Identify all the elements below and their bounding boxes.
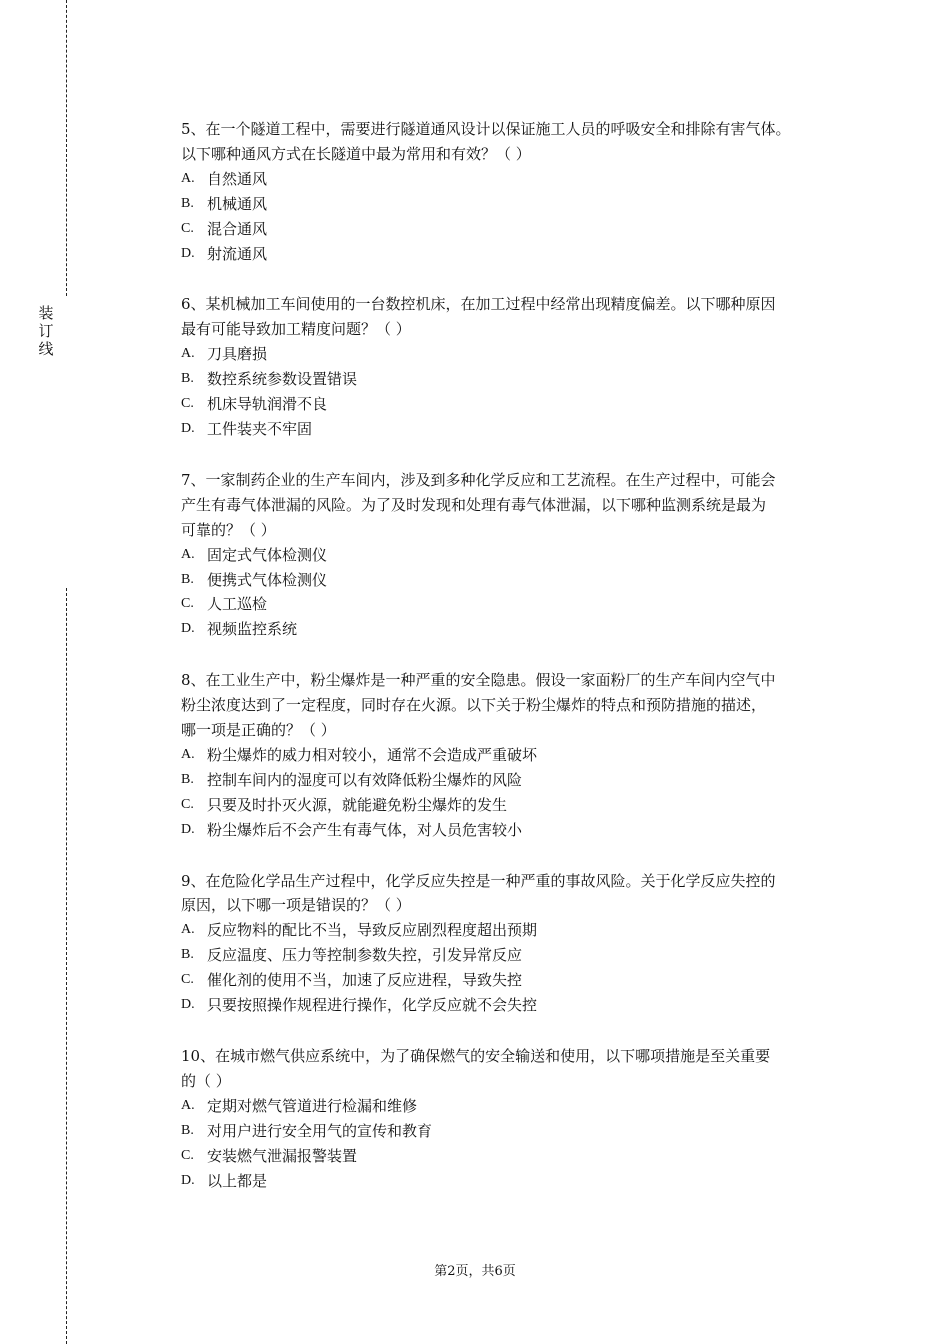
binding-char: 装 bbox=[38, 304, 54, 322]
option-text: 人工巡检 bbox=[207, 595, 268, 614]
answer-option bbox=[181, 242, 851, 267]
answer-option bbox=[181, 1119, 851, 1144]
binding-label bbox=[36, 304, 56, 358]
option-text: 反应物料的配比不当，导致反应剧烈程度超出预期 bbox=[207, 921, 538, 940]
option-text: 只要及时扑灭火源，就能避免粉尘爆炸的发生 bbox=[207, 795, 508, 814]
option-letter: D. bbox=[181, 420, 195, 436]
option-text: 固定式气体检测仪 bbox=[207, 545, 328, 564]
option-text: 刀具磨损 bbox=[207, 345, 268, 364]
question-stem bbox=[181, 468, 851, 543]
question-stem-line: 6、某机械加工车间使用的一台数控机床，在加工过程中经常出现精度偏差。以下哪种原因 bbox=[181, 295, 776, 314]
question-list bbox=[181, 117, 851, 1219]
answer-option bbox=[181, 768, 851, 793]
question-stem-line: 的（ ） bbox=[181, 1071, 231, 1090]
binding-char: 线 bbox=[38, 340, 54, 358]
question-stem-line: 最有可能导致加工精度问题？（ ） bbox=[181, 320, 411, 339]
answer-option bbox=[181, 167, 851, 192]
question-block bbox=[181, 468, 851, 642]
option-text: 粉尘爆炸的威力相对较小，通常不会造成严重破坏 bbox=[207, 745, 538, 764]
option-text: 数控系统参数设置错误 bbox=[207, 370, 358, 389]
option-letter: B. bbox=[181, 571, 194, 587]
answer-option bbox=[181, 1169, 851, 1194]
answer-option bbox=[181, 793, 851, 818]
option-letter: C. bbox=[181, 596, 194, 612]
option-letter: A. bbox=[181, 546, 195, 562]
option-letter: B. bbox=[181, 771, 194, 787]
option-text: 工件装夹不牢固 bbox=[207, 419, 313, 438]
option-letter: D. bbox=[181, 821, 195, 837]
option-text: 反应温度、压力等控制参数失控，引发异常反应 bbox=[207, 946, 523, 965]
binding-line-top bbox=[66, 0, 67, 296]
option-letter: A. bbox=[181, 746, 195, 762]
answer-option bbox=[181, 392, 851, 417]
option-letter: C. bbox=[181, 220, 194, 236]
answer-option bbox=[181, 1094, 851, 1119]
question-stem bbox=[181, 117, 851, 167]
option-text: 机床导轨润滑不良 bbox=[207, 395, 328, 414]
option-text: 定期对燃气管道进行检漏和维修 bbox=[207, 1096, 418, 1115]
answer-option bbox=[181, 342, 851, 367]
question-stem-line: 9、在危险化学品生产过程中，化学反应失控是一种严重的事故风险。关于化学反应失控的 bbox=[181, 871, 776, 890]
option-text: 混合通风 bbox=[207, 219, 268, 238]
question-block bbox=[181, 1044, 851, 1193]
option-letter: C. bbox=[181, 396, 194, 412]
option-letter: A. bbox=[181, 922, 195, 938]
question-stem bbox=[181, 292, 851, 342]
option-text: 以上都是 bbox=[207, 1171, 268, 1190]
question-stem bbox=[181, 869, 851, 919]
option-letter: A. bbox=[181, 346, 195, 362]
question-stem-line: 8、在工业生产中，粉尘爆炸是一种严重的安全隐患。假设一家面粉厂的生产车间内空气中 bbox=[181, 671, 776, 690]
answer-option bbox=[181, 417, 851, 442]
option-letter: D. bbox=[181, 1172, 195, 1188]
answer-option bbox=[181, 968, 851, 993]
question-block bbox=[181, 869, 851, 1018]
option-text: 便携式气体检测仪 bbox=[207, 570, 328, 589]
option-text: 安装燃气泄漏报警装置 bbox=[207, 1146, 358, 1165]
answer-option bbox=[181, 943, 851, 968]
question-stem-line: 原因，以下哪一项是错误的？（ ） bbox=[181, 896, 411, 915]
option-letter: B. bbox=[181, 371, 194, 387]
option-text: 控制车间内的湿度可以有效降低粉尘爆炸的风险 bbox=[207, 770, 523, 789]
question-stem-line: 10、在城市燃气供应系统中，为了确保燃气的安全输送和使用，以下哪项措施是至关重要 bbox=[181, 1047, 771, 1065]
binding-char: 订 bbox=[38, 322, 54, 340]
option-letter: D. bbox=[181, 245, 195, 261]
answer-option bbox=[181, 918, 851, 943]
question-stem-line: 产生有毒气体泄漏的风险。为了及时发现和处理有毒气体泄漏，以下哪种监测系统是最为 bbox=[181, 495, 767, 514]
option-text: 视频监控系统 bbox=[207, 620, 298, 639]
option-text: 对用户进行安全用气的宣传和教育 bbox=[207, 1121, 433, 1140]
option-text: 粉尘爆炸后不会产生有毒气体，对人员危害较小 bbox=[207, 820, 523, 839]
answer-option bbox=[181, 743, 851, 768]
option-letter: D. bbox=[181, 621, 195, 637]
question-stem-line: 粉尘浓度达到了一定程度，同时存在火源。以下关于粉尘爆炸的特点和预防措施的描述， bbox=[181, 696, 767, 715]
option-text: 催化剂的使用不当，加速了反应进程，导致失控 bbox=[207, 971, 523, 990]
option-text: 机械通风 bbox=[207, 194, 268, 213]
option-letter: A. bbox=[181, 1097, 195, 1113]
option-text: 只要按照操作规程进行操作，化学反应就不会失控 bbox=[207, 996, 538, 1015]
question-stem bbox=[181, 668, 851, 743]
question-block bbox=[181, 117, 851, 266]
question-stem-line: 以下哪种通风方式在长隧道中最为常用和有效？（ ） bbox=[181, 144, 531, 163]
question-stem-line: 7、一家制药企业的生产车间内，涉及到多种化学反应和工艺流程。在生产过程中，可能会 bbox=[181, 470, 776, 489]
question-stem-line: 可靠的？（ ） bbox=[181, 520, 276, 539]
option-letter: B. bbox=[181, 947, 194, 963]
answer-option bbox=[181, 592, 851, 617]
answer-option bbox=[181, 993, 851, 1018]
answer-option bbox=[181, 818, 851, 843]
answer-option bbox=[181, 217, 851, 242]
option-letter: C. bbox=[181, 1147, 194, 1163]
question-stem-line: 5、在一个隧道工程中，需要进行隧道通风设计以保证施工人员的呼吸安全和排除有害气体。 bbox=[181, 120, 791, 138]
answer-option bbox=[181, 192, 851, 217]
option-letter: B. bbox=[181, 195, 194, 211]
answer-option bbox=[181, 367, 851, 392]
option-text: 自然通风 bbox=[207, 169, 268, 188]
option-letter: B. bbox=[181, 1122, 194, 1138]
answer-option bbox=[181, 617, 851, 642]
option-letter: C. bbox=[181, 972, 194, 988]
question-block bbox=[181, 668, 851, 842]
answer-option bbox=[181, 568, 851, 593]
question-stem bbox=[181, 1044, 851, 1094]
binding-line-bottom bbox=[66, 588, 67, 1344]
question-stem-line: 哪一项是正确的？（ ） bbox=[181, 721, 336, 740]
option-letter: A. bbox=[181, 170, 195, 186]
option-text: 射流通风 bbox=[207, 244, 268, 263]
page-footer: 第2页，共6页 bbox=[434, 1264, 516, 1279]
answer-option bbox=[181, 543, 851, 568]
option-letter: D. bbox=[181, 997, 195, 1013]
option-letter: C. bbox=[181, 796, 194, 812]
question-block bbox=[181, 292, 851, 441]
answer-option bbox=[181, 1144, 851, 1169]
